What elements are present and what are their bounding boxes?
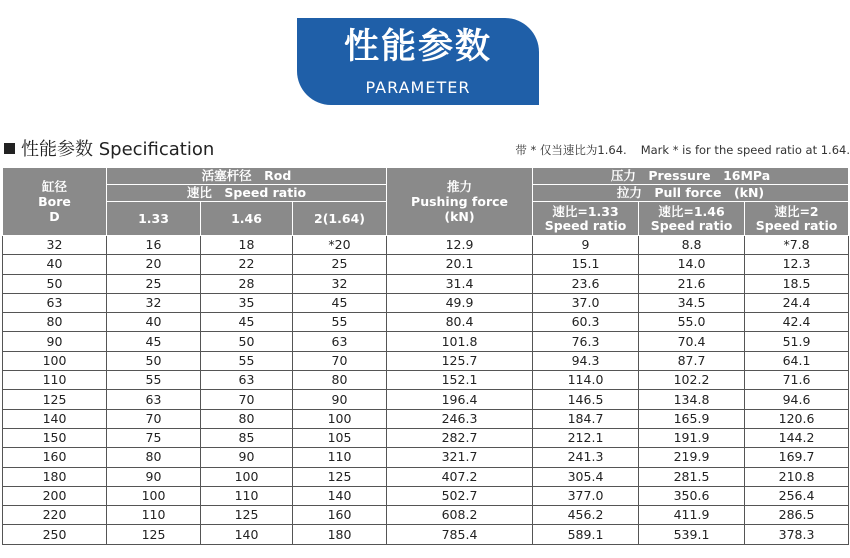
table-row xyxy=(3,351,849,370)
table-cell: 502.7 xyxy=(387,486,533,505)
table-cell: 120.6 xyxy=(745,409,849,428)
table-cell: 184.7 xyxy=(533,409,639,428)
table-cell: 55 xyxy=(201,351,293,370)
table-row xyxy=(3,486,849,505)
table-cell: 350.6 xyxy=(639,486,745,505)
specification-header xyxy=(4,138,850,162)
table-cell: 50 xyxy=(3,274,107,293)
header-ratio-2: 2(1.64) xyxy=(293,202,387,236)
table-cell: 160 xyxy=(3,448,107,467)
table-cell: 100 xyxy=(3,351,107,370)
header-push: 推力 Pushing force (kN) xyxy=(387,168,533,236)
specification-table-body xyxy=(3,236,849,545)
table-cell: 105 xyxy=(293,428,387,447)
table-row xyxy=(3,409,849,428)
header-ratio-1-46: 1.46 xyxy=(201,202,293,236)
table-cell: 25 xyxy=(107,274,201,293)
table-cell: 125 xyxy=(3,390,107,409)
table-cell: 219.9 xyxy=(639,448,745,467)
table-cell: 90 xyxy=(293,390,387,409)
table-cell: 50 xyxy=(107,351,201,370)
table-cell: *7.8 xyxy=(745,236,849,255)
table-cell: 200 xyxy=(3,486,107,505)
table-cell: 144.2 xyxy=(745,428,849,447)
table-cell: 152.1 xyxy=(387,371,533,390)
header-pull-ratio-2: 速比=2 Speed ratio xyxy=(745,202,849,236)
table-cell: 63 xyxy=(107,390,201,409)
table-row xyxy=(3,506,849,525)
table-cell: 305.4 xyxy=(533,467,639,486)
table-row xyxy=(3,390,849,409)
table-cell: 140 xyxy=(201,525,293,544)
table-cell: 32 xyxy=(107,293,201,312)
table-cell: 80.4 xyxy=(387,313,533,332)
table-cell: 85 xyxy=(201,428,293,447)
table-row xyxy=(3,274,849,293)
table-cell: 539.1 xyxy=(639,525,745,544)
table-cell: 134.8 xyxy=(639,390,745,409)
table-row xyxy=(3,293,849,312)
table-cell: 49.9 xyxy=(387,293,533,312)
table-cell: 241.3 xyxy=(533,448,639,467)
table-cell: 378.3 xyxy=(745,525,849,544)
table-cell: 16 xyxy=(107,236,201,255)
table-cell: 377.0 xyxy=(533,486,639,505)
table-cell: 180 xyxy=(3,467,107,486)
table-cell: 55 xyxy=(107,371,201,390)
table-row xyxy=(3,448,849,467)
table-cell: 321.7 xyxy=(387,448,533,467)
table-cell: 150 xyxy=(3,428,107,447)
table-cell: 80 xyxy=(3,313,107,332)
table-cell: 220 xyxy=(3,506,107,525)
table-cell: 51.9 xyxy=(745,332,849,351)
table-cell: 70 xyxy=(201,390,293,409)
table-cell: 12.9 xyxy=(387,236,533,255)
table-row xyxy=(3,371,849,390)
table-cell: 90 xyxy=(201,448,293,467)
table-cell: 191.9 xyxy=(639,428,745,447)
table-cell: 140 xyxy=(293,486,387,505)
table-cell: 45 xyxy=(201,313,293,332)
table-cell: 456.2 xyxy=(533,506,639,525)
header-pull-ratio-1-46: 速比=1.46 Speed ratio xyxy=(639,202,745,236)
table-cell: 64.1 xyxy=(745,351,849,370)
table-cell: 110 xyxy=(293,448,387,467)
header-speed-ratio: 速比 Speed ratio xyxy=(107,185,387,202)
table-cell: 146.5 xyxy=(533,390,639,409)
table-cell: 114.0 xyxy=(533,371,639,390)
table-row xyxy=(3,428,849,447)
table-cell: 212.1 xyxy=(533,428,639,447)
note-cn: 带 * 仅当速比为1.64. xyxy=(515,143,627,157)
table-cell: 785.4 xyxy=(387,525,533,544)
table-cell: 87.7 xyxy=(639,351,745,370)
table-cell: 90 xyxy=(107,467,201,486)
table-cell: 160 xyxy=(293,506,387,525)
header-rod: 活塞杆径 Rod xyxy=(107,168,387,185)
table-cell: 70.4 xyxy=(639,332,745,351)
header-pressure: 压力 Pressure 16MPa xyxy=(533,168,849,185)
header-pull: 拉力 Pull force (kN) xyxy=(533,185,849,202)
table-cell: 42.4 xyxy=(745,313,849,332)
table-cell: 15.1 xyxy=(533,255,639,274)
header-bore: 缸径 Bore D xyxy=(3,168,107,236)
specification-title-text: 性能参数 Specification xyxy=(21,139,215,160)
table-cell: 256.4 xyxy=(745,486,849,505)
table-cell: 110 xyxy=(3,371,107,390)
table-cell: 21.6 xyxy=(639,274,745,293)
note-en: Mark * is for the speed ratio at 1.64. xyxy=(640,143,850,157)
table-cell: 22 xyxy=(201,255,293,274)
table-cell: *20 xyxy=(293,236,387,255)
table-cell: 20.1 xyxy=(387,255,533,274)
table-cell: 14.0 xyxy=(639,255,745,274)
table-cell: 8.8 xyxy=(639,236,745,255)
table-cell: 76.3 xyxy=(533,332,639,351)
table-cell: 125 xyxy=(293,467,387,486)
table-cell: 28 xyxy=(201,274,293,293)
table-row xyxy=(3,313,849,332)
table-cell: 70 xyxy=(293,351,387,370)
table-cell: 286.5 xyxy=(745,506,849,525)
table-cell: 100 xyxy=(293,409,387,428)
table-cell: 23.6 xyxy=(533,274,639,293)
table-cell: 100 xyxy=(107,486,201,505)
table-cell: 9 xyxy=(533,236,639,255)
table-cell: 90 xyxy=(3,332,107,351)
table-cell: 80 xyxy=(293,371,387,390)
table-cell: 125.7 xyxy=(387,351,533,370)
table-cell: 608.2 xyxy=(387,506,533,525)
table-cell: 75 xyxy=(107,428,201,447)
table-cell: 80 xyxy=(107,448,201,467)
table-cell: 12.3 xyxy=(745,255,849,274)
table-cell: 60.3 xyxy=(533,313,639,332)
table-cell: 250 xyxy=(3,525,107,544)
table-cell: 50 xyxy=(201,332,293,351)
table-cell: 35 xyxy=(201,293,293,312)
table-cell: 407.2 xyxy=(387,467,533,486)
table-cell: 18.5 xyxy=(745,274,849,293)
table-cell: 94.3 xyxy=(533,351,639,370)
table-cell: 63 xyxy=(201,371,293,390)
header-ratio-1-33: 1.33 xyxy=(107,202,201,236)
table-cell: 25 xyxy=(293,255,387,274)
table-cell: 180 xyxy=(293,525,387,544)
specification-table xyxy=(2,167,849,545)
header-pull-ratio-1-33: 速比=1.33 Speed ratio xyxy=(533,202,639,236)
table-cell: 20 xyxy=(107,255,201,274)
table-cell: 125 xyxy=(201,506,293,525)
banner-subtitle: PARAMETER xyxy=(365,78,471,97)
table-cell: 24.4 xyxy=(745,293,849,312)
specification-title xyxy=(4,138,214,162)
table-cell: 55.0 xyxy=(639,313,745,332)
table-cell: 45 xyxy=(107,332,201,351)
table-row xyxy=(3,236,849,255)
table-cell: 589.1 xyxy=(533,525,639,544)
speed-ratio-note xyxy=(515,142,850,158)
table-cell: 70 xyxy=(107,409,201,428)
table-cell: 100 xyxy=(201,467,293,486)
banner-title: 性能参数 xyxy=(343,27,492,67)
table-cell: 80 xyxy=(201,409,293,428)
table-cell: 101.8 xyxy=(387,332,533,351)
table-cell: 18 xyxy=(201,236,293,255)
table-cell: 94.6 xyxy=(745,390,849,409)
table-cell: 40 xyxy=(107,313,201,332)
table-row xyxy=(3,467,849,486)
table-cell: 165.9 xyxy=(639,409,745,428)
table-cell: 71.6 xyxy=(745,371,849,390)
table-cell: 110 xyxy=(107,506,201,525)
table-row xyxy=(3,525,849,544)
table-cell: 246.3 xyxy=(387,409,533,428)
table-cell: 110 xyxy=(201,486,293,505)
table-row xyxy=(3,332,849,351)
table-cell: 40 xyxy=(3,255,107,274)
table-cell: 37.0 xyxy=(533,293,639,312)
table-cell: 32 xyxy=(293,274,387,293)
table-cell: 63 xyxy=(293,332,387,351)
table-cell: 34.5 xyxy=(639,293,745,312)
table-cell: 32 xyxy=(3,236,107,255)
parameter-banner xyxy=(297,18,539,105)
table-cell: 63 xyxy=(3,293,107,312)
table-cell: 411.9 xyxy=(639,506,745,525)
table-cell: 210.8 xyxy=(745,467,849,486)
table-cell: 196.4 xyxy=(387,390,533,409)
table-row xyxy=(3,255,849,274)
table-cell: 282.7 xyxy=(387,428,533,447)
table-cell: 31.4 xyxy=(387,274,533,293)
table-cell: 281.5 xyxy=(639,467,745,486)
table-cell: 55 xyxy=(293,313,387,332)
square-bullet-icon xyxy=(4,143,15,154)
table-cell: 45 xyxy=(293,293,387,312)
table-cell: 169.7 xyxy=(745,448,849,467)
table-cell: 102.2 xyxy=(639,371,745,390)
table-cell: 140 xyxy=(3,409,107,428)
table-cell: 125 xyxy=(107,525,201,544)
